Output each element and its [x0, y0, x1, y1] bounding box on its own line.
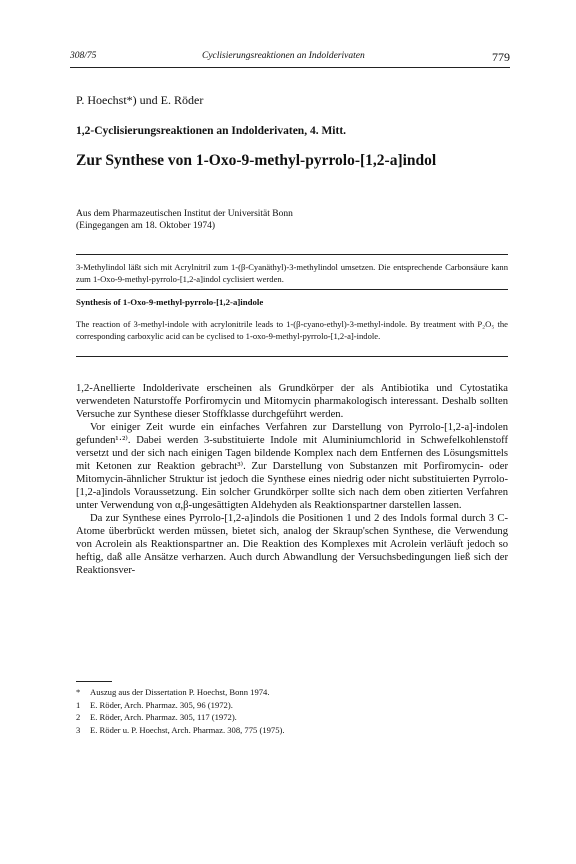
footnote-text: E. Röder, Arch. Pharmaz. 305, 96 (1972). — [90, 699, 233, 710]
abstract-english-title: Synthesis of 1-Oxo-9-methyl-pyrrolo-[1,2-a]indole — [76, 297, 264, 307]
paragraph: 1,2-Anellierte Indolderivate erscheinen als Grundkörper der als Antibiotika und Cytostatika verwendeten Naturstoffe Porfiromycin und Mitomycin pharmakologisch interessant. Deshalb sollten Versuche zur Synthese dieser Stoffklasse durchgeführt werden. — [76, 383, 508, 420]
authors: P. Hoechst*) und E. Röder — [76, 93, 204, 107]
footnote-text: E. Röder, Arch. Pharmaz. 305, 117 (1972). — [90, 712, 237, 722]
abstract-rule-bottom — [76, 356, 508, 357]
footnote-rule — [76, 681, 112, 682]
footnote — [76, 699, 285, 712]
footnote-mark: 2 — [76, 712, 81, 722]
volume-label: 308/75 — [70, 51, 97, 61]
series-title: 1,2-Cyclisierungsreaktionen an Indolderivaten, 4. Mitt. — [76, 125, 347, 137]
footnote-text: Auszug aus der Dissertation P. Hoechst, Bonn 1974. — [90, 687, 270, 697]
footnote-mark: 1 — [76, 699, 81, 710]
abstract-rule-top — [76, 254, 508, 255]
abstract-rule-middle — [76, 289, 508, 290]
footnote — [76, 711, 285, 724]
footnote-mark: * — [76, 687, 81, 697]
paragraph: Da zur Synthese eines Pyrrolo-[1,2-a]indols die Positionen 1 und 2 des Indols formal durch 3 C-Atome überbrückt werden müssen, bietet sich, analog der Skraup'schen Synthese, die Verwendung von Acrolein als Reaktionspartner an. Die Reaktion des Komplexes mit Acrolein verläuft jedoch so heftig, daß alle Ansätze verharzen. Auch durch Abwandlung der Versuchsbedingungen ließ sich der Reaktionsver- — [76, 513, 508, 576]
abstract-english: The reaction of 3-methyl-indole with acrylonitrile leads to 1-(β-cyano-ethyl)-3-methyl-indole. By treatment with P₂O₅ the corresponding carboxylic acid can be cyclised to 1-oxo-9-methyl-pyrrolo-[1,2-a]-indole. — [76, 319, 508, 341]
page-number: 779 — [492, 50, 510, 64]
running-title: Cyclisierungsreaktionen an Indolderivaten — [202, 51, 365, 61]
footnote-mark: 3 — [76, 724, 81, 735]
footnote — [76, 724, 285, 737]
footnote — [76, 686, 285, 699]
footnote-text: E. Röder u. P. Hoechst, Arch. Pharmaz. 308, 775 (1975). — [90, 724, 285, 735]
institute-block — [76, 208, 293, 232]
received-date: (Eingegangen am 18. Oktober 1974) — [76, 221, 216, 231]
paragraph: Vor einiger Zeit wurde ein einfaches Verfahren zur Darstellung von Pyrrolo-[1,2-a]-indolen gefunden¹·²⁾. Dabei werden 3-substituierte Indole mit Aluminiumchlorid in Schwefelkohlenstoff versetzt und der sich nach einigen Tagen bildende Komplex nach dem Entfernen des Lösungsmittels mit Ketonen zur Reaktion gebracht³⁾. Zur Darstellung von Substanzen mit Porfiromycin- oder Mitomycin-ähnlicher Struktur ist jedoch die Synthese eines niedrig oder nicht substituierten Pyrrolo-[1,2-a]indols Voraussetzung. Ein solcher Grundkörper sollte sich nach dem oben zitierten Verfahren unter Verwendung von α,β-ungesättigten Aldehyden als Reaktionspartner darstellen lassen. — [76, 422, 508, 511]
header-rule — [70, 67, 510, 68]
footnotes — [76, 686, 285, 736]
abstract-german: 3-Methylindol läßt sich mit Acrylnitril zum 1-(β-Cyanäthyl)-3-methylindol umsetzen. Die entsprechende Carbonsäure kann zum 1-Oxo-9-methyl-pyrrolo-[1,2-a]indol cyclisiert werden. — [76, 262, 508, 284]
body-text — [76, 382, 508, 577]
article-title: Zur Synthese von 1-Oxo-9-methyl-pyrrolo-[1,2-a]indol — [76, 152, 437, 169]
institute-line: Aus dem Pharmazeutischen Institut der Universität Bonn — [76, 209, 293, 219]
